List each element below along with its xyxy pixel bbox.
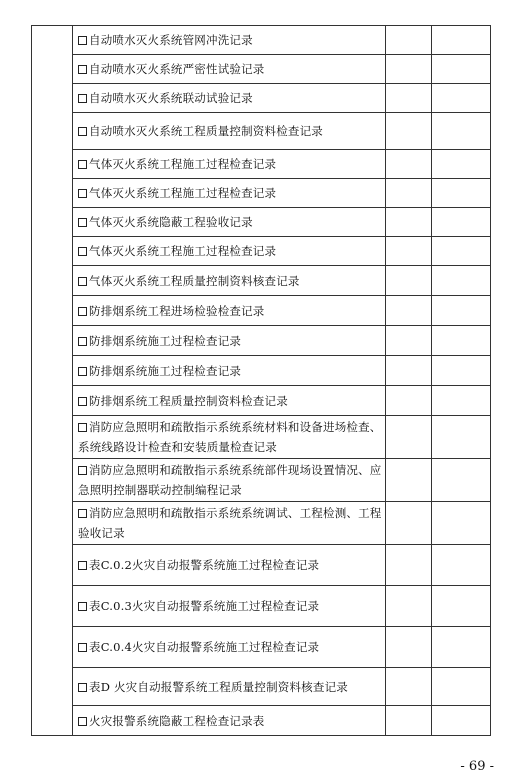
checklist-item	[73, 113, 386, 150]
checkbox-icon[interactable]	[78, 189, 87, 198]
remark-cell	[432, 459, 491, 502]
checklist-item-label: 自动喷水灭火系统严密性试验记录	[89, 62, 265, 76]
table-row	[32, 627, 491, 668]
checkbox-icon[interactable]	[78, 337, 87, 346]
table-row	[32, 208, 491, 237]
result-cell	[386, 26, 432, 55]
result-cell	[386, 459, 432, 502]
remark-cell	[432, 208, 491, 237]
checklist-item	[73, 55, 386, 84]
checklist-item-label: 表C.0.2火灾自动报警系统施工过程检查记录	[89, 558, 320, 572]
remark-cell	[432, 502, 491, 545]
result-cell	[386, 84, 432, 113]
checklist-item	[73, 296, 386, 326]
page-number: - 69 -	[460, 759, 494, 774]
checklist-item-label: 表C.0.4火灾自动报警系统施工过程检查记录	[89, 640, 320, 654]
result-cell	[386, 586, 432, 627]
table-row	[32, 459, 491, 502]
table-row	[32, 113, 491, 150]
table-row	[32, 356, 491, 386]
category-cell	[32, 26, 73, 736]
checkbox-icon[interactable]	[78, 423, 87, 432]
checklist-item	[73, 502, 386, 545]
checklist-item-label: 防排烟系统工程质量控制资料检查记录	[89, 393, 288, 408]
checklist-item	[73, 416, 386, 459]
result-cell	[386, 113, 432, 150]
remark-cell	[432, 55, 491, 84]
remark-cell	[432, 545, 491, 586]
checklist-item-label: 自动喷水灭火系统联动试验记录	[89, 91, 253, 105]
checkbox-icon[interactable]	[78, 307, 87, 316]
checklist-item	[73, 668, 386, 706]
checkbox-icon[interactable]	[78, 218, 87, 227]
checkbox-icon[interactable]	[78, 36, 87, 45]
table-row	[32, 502, 491, 545]
checkbox-icon[interactable]	[78, 509, 87, 518]
table-row	[32, 26, 491, 55]
checklist-item	[73, 545, 386, 586]
table-row	[32, 668, 491, 706]
checklist-item	[73, 386, 386, 416]
table-row	[32, 386, 491, 416]
checkbox-icon[interactable]	[78, 94, 87, 103]
result-cell	[386, 296, 432, 326]
checklist-item-label: 消防应急照明和疏散指示系统系统材料和设备进场检查、系统线路设计检查和安装质量检查记录	[78, 420, 382, 454]
remark-cell	[432, 386, 491, 416]
remark-cell	[432, 150, 491, 179]
result-cell	[386, 55, 432, 84]
checklist-item-label: 气体灭火系统隐蔽工程验收记录	[89, 215, 253, 229]
table-row	[32, 326, 491, 356]
checkbox-icon[interactable]	[78, 717, 87, 726]
result-cell	[386, 627, 432, 668]
checklist-item	[73, 586, 386, 627]
checklist-item	[73, 208, 386, 237]
checklist-item	[73, 84, 386, 113]
checklist-item	[73, 459, 386, 502]
table-row	[32, 55, 491, 84]
remark-cell	[432, 416, 491, 459]
checklist-item	[73, 26, 386, 55]
checklist-item	[73, 179, 386, 208]
table-row	[32, 179, 491, 208]
remark-cell	[432, 296, 491, 326]
table-row	[32, 545, 491, 586]
table-row	[32, 237, 491, 266]
checklist-item	[73, 356, 386, 386]
remark-cell	[432, 84, 491, 113]
result-cell	[386, 150, 432, 179]
remark-cell	[432, 113, 491, 150]
checkbox-icon[interactable]	[78, 127, 87, 136]
checkbox-icon[interactable]	[78, 643, 87, 652]
checkbox-icon[interactable]	[78, 561, 87, 570]
checklist-item-label: 防排烟系统工程进场检验检查记录	[89, 303, 265, 318]
checklist-item-label: 火灾报警系统隐蔽工程检查记录表	[89, 713, 265, 728]
table-row	[32, 586, 491, 627]
table-row	[32, 706, 491, 736]
table-row	[32, 266, 491, 296]
result-cell	[386, 208, 432, 237]
result-cell	[386, 266, 432, 296]
table-row	[32, 84, 491, 113]
remark-cell	[432, 179, 491, 208]
checklist-item	[73, 150, 386, 179]
result-cell	[386, 668, 432, 706]
checkbox-icon[interactable]	[78, 367, 87, 376]
result-cell	[386, 356, 432, 386]
checklist-item-label: 气体灭火系统工程施工过程检查记录	[89, 244, 277, 258]
checklist-item-label: 防排烟系统施工过程检查记录	[89, 363, 242, 378]
remark-cell	[432, 627, 491, 668]
result-cell	[386, 179, 432, 208]
remark-cell	[432, 266, 491, 296]
checklist-item-label: 气体灭火系统工程质量控制资料核查记录	[89, 273, 300, 288]
checkbox-icon[interactable]	[78, 397, 87, 406]
remark-cell	[432, 668, 491, 706]
checklist-table	[31, 25, 491, 736]
checklist-item	[73, 627, 386, 668]
checklist-item-label: 气体灭火系统工程施工过程检查记录	[89, 157, 277, 171]
checklist-item-label: 表C.0.3火灾自动报警系统施工过程检查记录	[89, 599, 320, 613]
remark-cell	[432, 237, 491, 266]
remark-cell	[432, 326, 491, 356]
checklist-item	[73, 706, 386, 736]
result-cell	[386, 416, 432, 459]
remark-cell	[432, 586, 491, 627]
table-row	[32, 296, 491, 326]
result-cell	[386, 237, 432, 266]
checklist-item	[73, 326, 386, 356]
checklist-item-label: 自动喷水灭火系统工程质量控制资料检查记录	[89, 124, 323, 138]
checkbox-icon[interactable]	[78, 466, 87, 475]
checkbox-icon[interactable]	[78, 683, 87, 692]
remark-cell	[432, 356, 491, 386]
checkbox-icon[interactable]	[78, 602, 87, 611]
remark-cell	[432, 26, 491, 55]
checkbox-icon[interactable]	[78, 65, 87, 74]
result-cell	[386, 545, 432, 586]
result-cell	[386, 706, 432, 736]
result-cell	[386, 502, 432, 545]
checklist-item-label: 防排烟系统施工过程检查记录	[89, 333, 242, 348]
checkbox-icon[interactable]	[78, 247, 87, 256]
checklist-item	[73, 266, 386, 296]
checklist-item-label: 表D 火灾自动报警系统工程质量控制资料核查记录	[89, 679, 348, 694]
checklist-item-label: 气体灭火系统工程施工过程检查记录	[89, 186, 277, 200]
checklist-item-label: 消防应急照明和疏散指示系统系统调试、工程检测、工程验收记录	[78, 506, 382, 540]
result-cell	[386, 326, 432, 356]
remark-cell	[432, 706, 491, 736]
table-row	[32, 416, 491, 459]
table-row	[32, 150, 491, 179]
checklist-item-label: 自动喷水灭火系统管网冲洗记录	[89, 33, 253, 47]
checkbox-icon[interactable]	[78, 277, 87, 286]
checklist-rows	[32, 26, 491, 736]
result-cell	[386, 386, 432, 416]
checkbox-icon[interactable]	[78, 160, 87, 169]
checklist-item-label: 消防应急照明和疏散指示系统系统部件现场设置情况、应急照明控制器联动控制编程记录	[78, 463, 382, 497]
checklist-item	[73, 237, 386, 266]
